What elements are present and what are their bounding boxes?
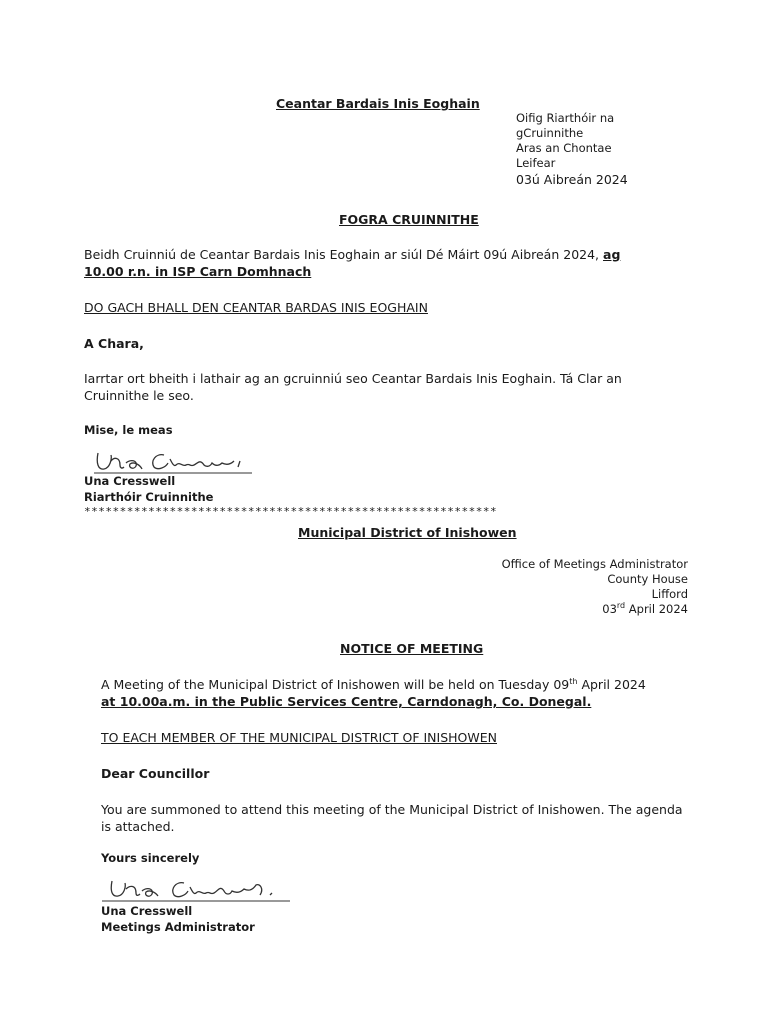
irish-address-line: Aras an Chontae [516, 141, 612, 155]
irish-address-line: Leifear [516, 156, 556, 170]
english-body-line2: is attached. [101, 819, 175, 834]
english-date-suffix: rd [616, 601, 626, 611]
english-intro-line1 [101, 676, 646, 693]
irish-body-line2: Cruinnithe le seo. [84, 388, 194, 403]
english-intro-text: A Meeting of the Municipal District of Inishowen will be held on Tuesday 09 [101, 677, 570, 692]
english-salutation: Dear Councillor [101, 766, 210, 781]
english-date [440, 602, 688, 617]
english-intro-text-end: April 2024 [577, 677, 646, 692]
english-date-rest: April 2024 [625, 602, 688, 616]
english-address-line: Lifford [651, 587, 688, 601]
irish-heading: Ceantar Bardais Inis Eoghain [276, 96, 480, 111]
english-body-line1: You are summoned to attend this meeting of the Municipal District of Inishowen. The agenda [101, 802, 683, 817]
english-signer-name: Una Cresswell [101, 904, 193, 918]
irish-address [516, 111, 628, 188]
english-signature-image [100, 869, 300, 905]
irish-date: 03ú Aibreán 2024 [516, 172, 628, 187]
english-title: NOTICE OF MEETING [340, 641, 484, 656]
irish-address-line: Oifig Riarthóir na [516, 111, 615, 125]
irish-intro-line2: 10.00 r.n. in ISP Carn Domhnach [84, 264, 312, 279]
english-heading: Municipal District of Inishowen [298, 525, 517, 540]
english-address [440, 557, 688, 617]
irish-intro-line1 [84, 246, 620, 263]
irish-signer-title: Riarthóir Cruinnithe [84, 490, 214, 504]
english-address-line: Office of Meetings Administrator [501, 557, 688, 571]
english-intro-sup: th [569, 676, 578, 686]
section-separator: ********************************************************** [84, 505, 498, 518]
irish-address-line: gCruinnithe [516, 126, 584, 140]
irish-closing: Mise, le meas [84, 423, 173, 437]
irish-intro-text: Beidh Cruinniú de Ceantar Bardais Inis Eoghain ar siúl Dé Máirt 09ú Aibreán 2024, [84, 247, 600, 262]
irish-signature-image [86, 443, 266, 477]
english-date-day: 03 [602, 602, 617, 616]
english-closing: Yours sincerely [101, 851, 200, 865]
irish-recipients: DO GACH BHALL DEN CEANTAR BARDAS INIS EOGHAIN [84, 300, 428, 315]
english-intro-line2: at 10.00a.m. in the Public Services Centre, Carndonagh, Co. Donegal. [101, 694, 592, 709]
irish-intro-bold: ag [603, 247, 621, 262]
irish-body-line1: Iarrtar ort bheith i lathair ag an gcruinniú seo Ceantar Bardais Inis Eoghain. Tá Clar an [84, 371, 622, 386]
irish-title: FOGRA CRUINNITHE [339, 212, 479, 227]
english-address-line: County House [607, 572, 688, 586]
irish-salutation: A Chara, [84, 336, 144, 351]
english-signer-title: Meetings Administrator [101, 920, 255, 934]
english-recipients: TO EACH MEMBER OF THE MUNICIPAL DISTRICT OF INISHOWEN [101, 730, 497, 745]
irish-signer-name: Una Cresswell [84, 474, 176, 488]
